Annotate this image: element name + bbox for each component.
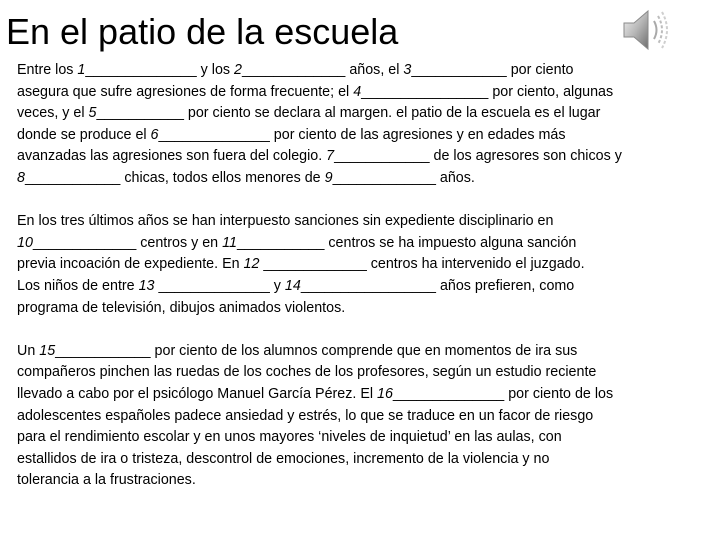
blank-number: 9 bbox=[324, 169, 333, 186]
blank-number: 14 bbox=[284, 277, 301, 294]
text-line: adolescentes españoles padece ansiedad y estrés, lo que se traduce en un facor de riesgo bbox=[17, 407, 594, 424]
blank-number: 3 bbox=[403, 62, 412, 78]
text-line: Los niños de entre 13 ______________ y 14_________________ años prefieren, como bbox=[17, 277, 575, 294]
text-line: Entre los 1______________ y los 2_____________ años, el 3____________ por ciento bbox=[17, 62, 574, 78]
blank-number: 6 bbox=[150, 126, 159, 143]
text-line: En los tres últimos años se han interpuesto sanciones sin expediente disciplinario en bbox=[17, 213, 554, 230]
blank-number: 5 bbox=[88, 105, 97, 122]
exercise-body bbox=[17, 60, 703, 513]
blank-number: 10 bbox=[17, 234, 33, 251]
blank-number: 8 bbox=[17, 169, 25, 186]
blank-number: 1 bbox=[77, 62, 86, 78]
text-line: donde se produce el 6______________ por ciento de las agresiones y en edades más bbox=[17, 126, 566, 143]
text-line: tolerancia a la frustraciones. bbox=[17, 472, 196, 489]
text-line: programa de televisión, dibujos animados violentos. bbox=[17, 299, 346, 316]
blank-number: 7 bbox=[326, 148, 335, 165]
text-line: estallidos de ira o tristeza, descontrol de emociones, incremento de la violencia y no bbox=[17, 450, 550, 467]
blank-number: 12 bbox=[243, 256, 260, 273]
text-line: llevado a cabo por el psicólogo Manuel García Pérez. El 16______________ por ciento de los bbox=[17, 385, 614, 402]
text-line: para el rendimiento escolar y en unos mayores ‘niveles de inquietud’ en las aulas, con bbox=[17, 429, 562, 446]
paragraph-3 bbox=[17, 341, 703, 492]
blank-number: 2 bbox=[234, 62, 242, 78]
text-line: veces, y el 5___________ por ciento se declara al margen. el patio de la escuela es el lugar bbox=[17, 105, 601, 122]
text-line: compañeros pinchen las ruedas de los coches de los profesores, según un estudio reciente bbox=[17, 364, 597, 381]
text-line: asegura que sufre agresiones de forma frecuente; el 4________________ por ciento, algunas bbox=[17, 83, 614, 100]
speaker-icon[interactable] bbox=[620, 6, 672, 54]
blank-number: 16 bbox=[377, 385, 393, 402]
text-line: avanzadas las agresiones son fuera del colegio. 7____________ de los agresores son chicos y bbox=[17, 148, 622, 165]
blank-number: 11 bbox=[222, 234, 237, 251]
blank-number: 15 bbox=[39, 342, 56, 359]
blank-number: 4 bbox=[353, 83, 362, 100]
paragraph-1 bbox=[17, 60, 703, 190]
blank-number: 13 bbox=[138, 277, 155, 294]
text-line: 8____________ chicas, todos ellos menores de 9_____________ años. bbox=[17, 169, 475, 186]
page-title: En el patio de la escuela bbox=[6, 11, 399, 52]
text-line: previa incoación de expediente. En 12 _____________ centros ha intervenido el juzgado. bbox=[17, 256, 585, 273]
paragraph-2 bbox=[17, 211, 703, 319]
text-line: 10_____________ centros y en 11___________ centros se ha impuesto alguna sanción bbox=[17, 234, 577, 251]
text-line: Un 15____________ por ciento de los alumnos comprende que en momentos de ira sus bbox=[17, 342, 578, 359]
